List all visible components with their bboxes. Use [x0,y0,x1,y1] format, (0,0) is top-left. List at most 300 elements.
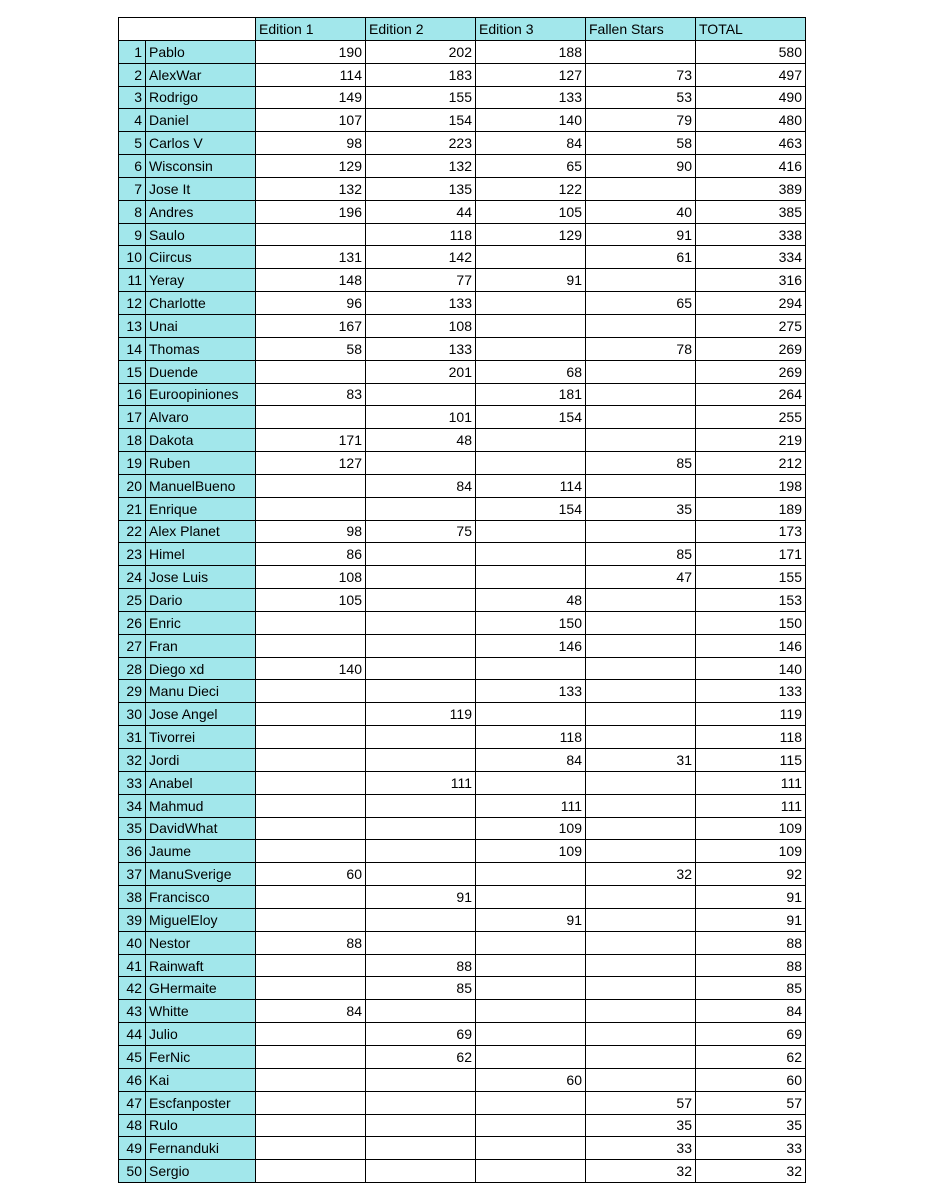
edition-2-cell: 142 [366,246,476,269]
player-name-cell: Yeray [146,269,256,292]
rank-cell: 40 [119,931,146,954]
rank-cell: 25 [119,589,146,612]
header-fallen-stars: Fallen Stars [586,18,696,41]
edition-1-cell: 129 [256,155,366,178]
rank-cell: 38 [119,886,146,909]
edition-1-cell [256,474,366,497]
fallen-stars-cell [586,1068,696,1091]
edition-1-cell [256,840,366,863]
player-name-cell: FerNic [146,1045,256,1068]
fallen-stars-cell [586,817,696,840]
rank-cell: 8 [119,200,146,223]
table-row [119,269,806,292]
edition-1-cell: 96 [256,292,366,315]
rank-cell: 27 [119,634,146,657]
player-name-cell: Anabel [146,771,256,794]
fallen-stars-cell [586,611,696,634]
fallen-stars-cell: 61 [586,246,696,269]
edition-1-cell: 86 [256,543,366,566]
total-cell: 84 [696,1000,806,1023]
fallen-stars-cell [586,1045,696,1068]
edition-1-cell [256,1160,366,1183]
rank-cell: 13 [119,314,146,337]
rank-cell: 39 [119,908,146,931]
rank-cell: 47 [119,1091,146,1114]
player-name-cell: AlexWar [146,63,256,86]
edition-3-cell: 109 [476,840,586,863]
table-row [119,726,806,749]
edition-2-cell: 119 [366,703,476,726]
total-cell: 389 [696,177,806,200]
rank-cell: 21 [119,497,146,520]
fallen-stars-cell [586,886,696,909]
edition-1-cell [256,954,366,977]
edition-2-cell [366,589,476,612]
total-cell: 115 [696,749,806,772]
edition-3-cell [476,1091,586,1114]
edition-2-cell [366,931,476,954]
edition-2-cell: 135 [366,177,476,200]
total-cell: 109 [696,817,806,840]
edition-1-cell [256,223,366,246]
edition-2-cell: 69 [366,1023,476,1046]
edition-1-cell [256,1068,366,1091]
edition-2-cell [366,840,476,863]
edition-3-cell [476,1045,586,1068]
table-row [119,771,806,794]
edition-1-cell: 127 [256,452,366,475]
total-cell: 212 [696,452,806,475]
edition-3-cell [476,1160,586,1183]
player-name-cell: Alex Planet [146,520,256,543]
edition-3-cell: 60 [476,1068,586,1091]
edition-3-cell [476,337,586,360]
player-name-cell: Jaume [146,840,256,863]
player-name-cell: Andres [146,200,256,223]
fallen-stars-cell: 85 [586,543,696,566]
table-row [119,314,806,337]
edition-1-cell [256,726,366,749]
edition-3-cell: 146 [476,634,586,657]
player-name-cell: Ciircus [146,246,256,269]
total-cell: 85 [696,977,806,1000]
rank-cell: 45 [119,1045,146,1068]
edition-2-cell [366,794,476,817]
rank-cell: 32 [119,749,146,772]
edition-1-cell: 98 [256,520,366,543]
edition-1-cell: 60 [256,863,366,886]
edition-2-cell: 118 [366,223,476,246]
player-name-cell: Dakota [146,429,256,452]
edition-2-cell: 88 [366,954,476,977]
edition-2-cell: 132 [366,155,476,178]
edition-2-cell: 155 [366,86,476,109]
fallen-stars-cell [586,589,696,612]
edition-1-cell [256,886,366,909]
fallen-stars-cell [586,977,696,1000]
fallen-stars-cell: 73 [586,63,696,86]
rank-cell: 7 [119,177,146,200]
edition-1-cell [256,977,366,1000]
edition-2-cell [366,497,476,520]
edition-1-cell: 105 [256,589,366,612]
edition-2-cell [366,543,476,566]
edition-2-cell [366,1000,476,1023]
total-cell: 57 [696,1091,806,1114]
player-name-cell: Rulo [146,1114,256,1137]
player-name-cell: Fran [146,634,256,657]
fallen-stars-cell [586,1000,696,1023]
player-name-cell: Kai [146,1068,256,1091]
rank-cell: 9 [119,223,146,246]
edition-3-cell: 181 [476,383,586,406]
edition-3-cell [476,520,586,543]
player-name-cell: Enric [146,611,256,634]
fallen-stars-cell: 47 [586,566,696,589]
fallen-stars-cell: 79 [586,109,696,132]
total-cell: 198 [696,474,806,497]
table-row [119,520,806,543]
table-row [119,703,806,726]
player-name-cell: Himel [146,543,256,566]
edition-1-cell [256,680,366,703]
total-cell: 92 [696,863,806,886]
fallen-stars-cell: 31 [586,749,696,772]
fallen-stars-cell [586,1023,696,1046]
total-cell: 140 [696,657,806,680]
player-name-cell: Francisco [146,886,256,909]
table-row [119,863,806,886]
player-name-cell: ManuSverige [146,863,256,886]
edition-2-cell: 85 [366,977,476,1000]
total-cell: 171 [696,543,806,566]
total-cell: 385 [696,200,806,223]
edition-3-cell: 118 [476,726,586,749]
edition-1-cell: 140 [256,657,366,680]
total-cell: 146 [696,634,806,657]
edition-2-cell: 75 [366,520,476,543]
fallen-stars-cell [586,634,696,657]
edition-3-cell [476,1000,586,1023]
table-row [119,292,806,315]
total-cell: 69 [696,1023,806,1046]
edition-2-cell [366,1091,476,1114]
table-row [119,429,806,452]
fallen-stars-cell: 58 [586,132,696,155]
edition-3-cell [476,429,586,452]
fallen-stars-cell: 65 [586,292,696,315]
edition-3-cell: 48 [476,589,586,612]
edition-1-cell: 190 [256,40,366,63]
edition-3-cell: 111 [476,794,586,817]
rank-cell: 5 [119,132,146,155]
rank-cell: 20 [119,474,146,497]
edition-1-cell: 84 [256,1000,366,1023]
fallen-stars-cell [586,680,696,703]
total-cell: 275 [696,314,806,337]
rank-cell: 44 [119,1023,146,1046]
rank-cell: 4 [119,109,146,132]
total-cell: 155 [696,566,806,589]
total-cell: 150 [696,611,806,634]
edition-2-cell [366,1160,476,1183]
fallen-stars-cell [586,840,696,863]
fallen-stars-cell: 33 [586,1137,696,1160]
table-row [119,200,806,223]
fallen-stars-cell [586,40,696,63]
player-name-cell: Unai [146,314,256,337]
edition-2-cell: 84 [366,474,476,497]
edition-1-cell [256,1091,366,1114]
table-row [119,1137,806,1160]
header-edition-2: Edition 2 [366,18,476,41]
edition-3-cell [476,977,586,1000]
fallen-stars-cell [586,269,696,292]
table-row [119,1000,806,1023]
player-name-cell: Rainwaft [146,954,256,977]
player-name-cell: Jordi [146,749,256,772]
edition-3-cell: 68 [476,360,586,383]
player-name-cell: Carlos V [146,132,256,155]
edition-2-cell: 48 [366,429,476,452]
fallen-stars-cell [586,520,696,543]
rank-cell: 3 [119,86,146,109]
edition-1-cell [256,794,366,817]
edition-3-cell: 127 [476,63,586,86]
edition-2-cell [366,1114,476,1137]
edition-1-cell [256,908,366,931]
rank-cell: 34 [119,794,146,817]
edition-3-cell: 91 [476,908,586,931]
rank-cell: 29 [119,680,146,703]
player-name-cell: Thomas [146,337,256,360]
fallen-stars-cell [586,954,696,977]
table-row [119,360,806,383]
edition-3-cell: 109 [476,817,586,840]
total-cell: 91 [696,908,806,931]
table-row [119,886,806,909]
edition-1-cell: 132 [256,177,366,200]
table-row [119,977,806,1000]
edition-2-cell [366,817,476,840]
table-row [119,177,806,200]
player-name-cell: GHermaite [146,977,256,1000]
edition-3-cell [476,566,586,589]
rank-cell: 12 [119,292,146,315]
player-name-cell: Fernanduki [146,1137,256,1160]
total-cell: 219 [696,429,806,452]
rank-cell: 14 [119,337,146,360]
edition-1-cell [256,406,366,429]
total-cell: 133 [696,680,806,703]
edition-2-cell [366,749,476,772]
player-name-cell: Jose It [146,177,256,200]
player-name-cell: Enrique [146,497,256,520]
fallen-stars-cell: 91 [586,223,696,246]
edition-2-cell [366,1068,476,1091]
edition-2-cell [366,383,476,406]
edition-1-cell [256,497,366,520]
player-name-cell: DavidWhat [146,817,256,840]
edition-1-cell: 131 [256,246,366,269]
table-row [119,657,806,680]
edition-3-cell [476,1114,586,1137]
total-cell: 119 [696,703,806,726]
total-cell: 153 [696,589,806,612]
rank-cell: 30 [119,703,146,726]
edition-3-cell: 154 [476,497,586,520]
total-cell: 118 [696,726,806,749]
total-cell: 269 [696,360,806,383]
total-cell: 334 [696,246,806,269]
table-row [119,246,806,269]
edition-2-cell [366,1137,476,1160]
total-cell: 497 [696,63,806,86]
total-cell: 173 [696,520,806,543]
player-name-cell: Jose Luis [146,566,256,589]
edition-1-cell: 108 [256,566,366,589]
edition-1-cell: 148 [256,269,366,292]
player-name-cell: Whitte [146,1000,256,1023]
table-row [119,1091,806,1114]
rank-cell: 31 [119,726,146,749]
table-row [119,749,806,772]
edition-3-cell [476,246,586,269]
table-row [119,840,806,863]
total-cell: 88 [696,954,806,977]
edition-1-cell [256,1137,366,1160]
rank-cell: 48 [119,1114,146,1137]
table-row [119,40,806,63]
table-row [119,611,806,634]
fallen-stars-cell [586,931,696,954]
header-total: TOTAL [696,18,806,41]
table-row [119,223,806,246]
table-row [119,1045,806,1068]
player-name-cell: Pablo [146,40,256,63]
table-row [119,589,806,612]
edition-3-cell: 84 [476,132,586,155]
player-name-cell: Duende [146,360,256,383]
fallen-stars-cell [586,177,696,200]
fallen-stars-cell [586,406,696,429]
edition-1-cell [256,771,366,794]
edition-2-cell: 133 [366,337,476,360]
header-edition-1: Edition 1 [256,18,366,41]
edition-3-cell [476,292,586,315]
edition-2-cell: 133 [366,292,476,315]
player-name-cell: Ruben [146,452,256,475]
edition-3-cell: 114 [476,474,586,497]
total-cell: 316 [696,269,806,292]
total-cell: 255 [696,406,806,429]
edition-2-cell [366,863,476,886]
edition-3-cell: 154 [476,406,586,429]
edition-1-cell [256,1045,366,1068]
table-row [119,908,806,931]
edition-1-cell [256,703,366,726]
edition-2-cell: 101 [366,406,476,429]
edition-1-cell: 196 [256,200,366,223]
edition-3-cell: 91 [476,269,586,292]
table-row [119,155,806,178]
rank-cell: 1 [119,40,146,63]
player-name-cell: Euroopiniones [146,383,256,406]
ranking-table [118,17,806,1183]
player-name-cell: Saulo [146,223,256,246]
table-row [119,954,806,977]
table-row [119,63,806,86]
fallen-stars-cell: 78 [586,337,696,360]
edition-3-cell [476,931,586,954]
fallen-stars-cell: 40 [586,200,696,223]
rank-cell: 18 [119,429,146,452]
table-row [119,817,806,840]
table-row [119,406,806,429]
total-cell: 416 [696,155,806,178]
edition-3-cell [476,452,586,475]
fallen-stars-cell: 32 [586,863,696,886]
edition-1-cell [256,1023,366,1046]
total-cell: 35 [696,1114,806,1137]
rank-cell: 19 [119,452,146,475]
header-row [119,18,806,41]
player-name-cell: Nestor [146,931,256,954]
fallen-stars-cell [586,908,696,931]
table-row [119,543,806,566]
player-name-cell: Julio [146,1023,256,1046]
edition-3-cell [476,703,586,726]
edition-3-cell [476,657,586,680]
edition-1-cell: 88 [256,931,366,954]
total-cell: 189 [696,497,806,520]
edition-3-cell: 133 [476,680,586,703]
table-row [119,566,806,589]
rank-cell: 22 [119,520,146,543]
edition-3-cell: 188 [476,40,586,63]
edition-1-cell [256,360,366,383]
table-row [119,1023,806,1046]
edition-1-cell: 107 [256,109,366,132]
fallen-stars-cell [586,771,696,794]
rank-cell: 16 [119,383,146,406]
corner-cell [119,18,256,41]
fallen-stars-cell [586,383,696,406]
total-cell: 463 [696,132,806,155]
total-cell: 264 [696,383,806,406]
table-row [119,497,806,520]
total-cell: 62 [696,1045,806,1068]
table-row [119,109,806,132]
table-row [119,794,806,817]
rank-cell: 17 [119,406,146,429]
edition-3-cell: 129 [476,223,586,246]
total-cell: 32 [696,1160,806,1183]
edition-1-cell: 58 [256,337,366,360]
edition-3-cell [476,863,586,886]
table-row [119,680,806,703]
player-name-cell: Mahmud [146,794,256,817]
rank-cell: 6 [119,155,146,178]
edition-3-cell: 150 [476,611,586,634]
edition-3-cell: 140 [476,109,586,132]
edition-1-cell [256,1114,366,1137]
total-cell: 480 [696,109,806,132]
table-row [119,132,806,155]
fallen-stars-cell: 35 [586,497,696,520]
edition-3-cell [476,1023,586,1046]
fallen-stars-cell [586,360,696,383]
